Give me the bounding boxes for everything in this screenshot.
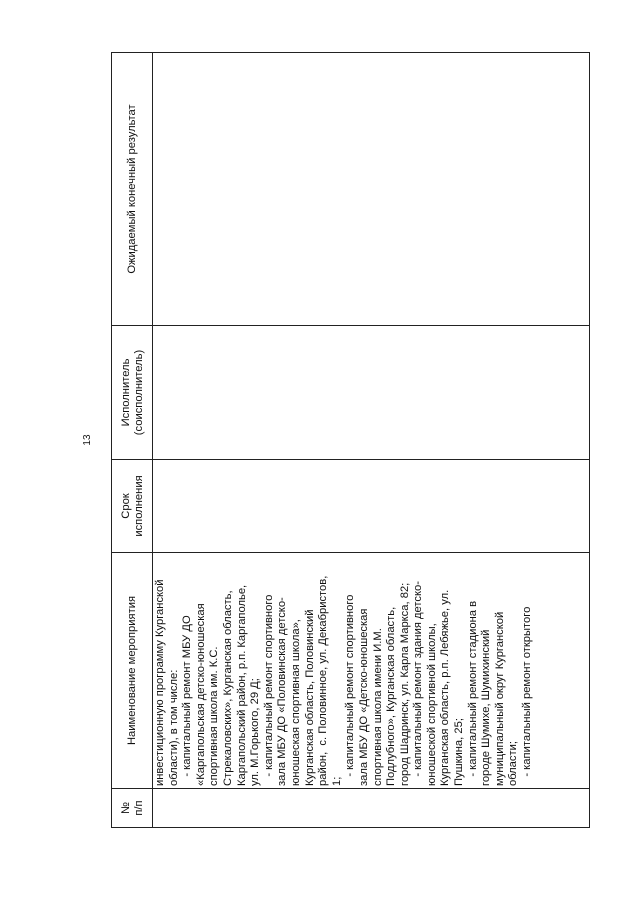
measures-table	[111, 52, 590, 828]
header-measure-name: Наименование мероприятия	[112, 553, 153, 789]
table-row	[153, 53, 590, 828]
cell-executor	[153, 326, 590, 460]
table-header-row	[112, 53, 153, 828]
header-executor: Исполнитель (соисполнитель)	[112, 326, 153, 460]
measure-description: инвестиционную программу Курганской области), в том числе: - капитальный ремонт МБУ ДО «Каргапольская детско-юношеская спортивная школа им. К.С. Стрекаловских», Курганская область, Каргапольский район, р.п. Каргаполье, ул. М.Горького, 29 Д; - капитальный ремонт спортивного зала МБУ ДО «Половинская детско- юношеская спортивная школа», Курганская область, Половинский район, с. Половинное, ул. Декабристов, 1; - капитальный ремонт спортивного зала МБУ ДО «Детско-юношеская спортивная школа имени И.М. Подлубного», Курганская область, город Шадринск, ул. Карла Маркса, 82; - капитальный ремонт здания детско- юношеской спортивной школы, Курганская область, р.п. Лебяжье, ул. Пушкина, 25; - капитальный ремонт стадиона в городе Шумихе, Шумихинский муниципальный округ Курганской области; - капитальный ремонт открытого	[154, 575, 534, 786]
header-number: № п/п	[112, 789, 153, 828]
cell-number	[153, 789, 590, 828]
header-result: Ожидаемый конечный результат	[112, 53, 153, 326]
rotated-table-container	[111, 53, 589, 828]
page-number: 13	[82, 434, 93, 446]
cell-term	[153, 460, 590, 553]
header-term: Срок исполнения	[112, 460, 153, 553]
cell-result	[153, 53, 590, 326]
cell-measure-name	[153, 553, 590, 789]
